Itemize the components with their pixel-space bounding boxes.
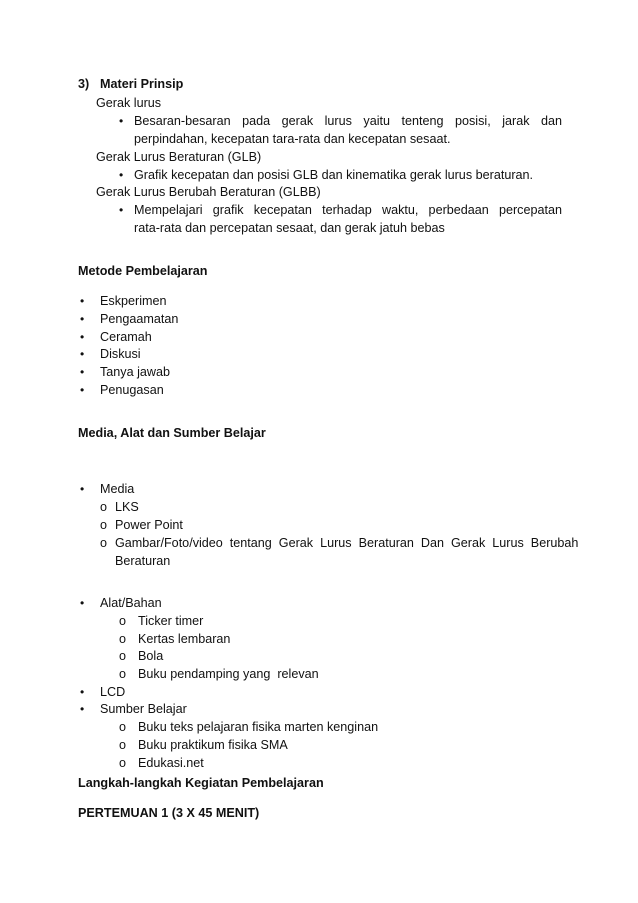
circle-bullet-icon: o: [119, 632, 127, 646]
media-item: Gambar/Foto/video tentang Gerak Lurus Beraturan Dan Gerak Lurus Berubah: [115, 536, 579, 550]
bullet-icon: •: [80, 685, 85, 699]
section-line: Besaran-besaran pada gerak lurus yaitu tenteng posisi, jarak dan: [134, 114, 562, 128]
langkah-heading: Langkah-langkah Kegiatan Pembelajaran: [78, 776, 324, 790]
alat-item: Bola: [138, 649, 164, 663]
sumber-label: Sumber Belajar: [100, 702, 187, 716]
metode-heading: Metode Pembelajaran: [78, 264, 208, 278]
media-item: LKS: [115, 500, 139, 514]
bullet-icon: •: [80, 294, 85, 308]
sumber-item: Buku praktikum fisika SMA: [138, 738, 288, 752]
materi-number: 3): [78, 77, 90, 91]
section-title-glb: Gerak Lurus Beraturan (GLB): [96, 150, 262, 164]
bullet-icon: •: [80, 383, 85, 397]
bullet-icon: •: [80, 702, 85, 716]
bullet-icon: •: [119, 114, 124, 128]
bullet-icon: •: [80, 365, 85, 379]
media-heading: Media, Alat dan Sumber Belajar: [78, 426, 266, 440]
sumber-item: Buku teks pelajaran fisika marten kenginan: [138, 720, 379, 734]
circle-bullet-icon: o: [100, 536, 108, 550]
alat-label: Alat/Bahan: [100, 596, 162, 610]
bullet-icon: •: [119, 203, 124, 217]
circle-bullet-icon: o: [100, 500, 108, 514]
circle-bullet-icon: o: [119, 756, 127, 770]
section-line: perpindahan, kecepatan tara-rata dan kecepatan sesaat.: [134, 132, 451, 146]
section-line: rata-rata dan percepatan sesaat, dan gerak jatuh bebas: [134, 221, 445, 235]
materi-heading: Materi Prinsip: [100, 77, 184, 91]
metode-item: Tanya jawab: [100, 365, 171, 379]
metode-item: Penugasan: [100, 383, 164, 397]
metode-item: Ceramah: [100, 330, 152, 344]
bullet-icon: •: [80, 347, 85, 361]
metode-item: Eskperimen: [100, 294, 167, 308]
metode-item: Pengaamatan: [100, 312, 179, 326]
bullet-icon: •: [80, 482, 85, 496]
circle-bullet-icon: o: [119, 720, 127, 734]
section-title-gerak-lurus: Gerak lurus: [96, 96, 162, 110]
pertemuan-heading: PERTEMUAN 1 (3 X 45 MENIT): [78, 806, 260, 820]
circle-bullet-icon: o: [100, 518, 108, 532]
circle-bullet-icon: o: [119, 667, 127, 681]
section-line: Mempelajari grafik kecepatan terhadap waktu, perbedaan percepatan: [134, 203, 562, 217]
bullet-icon: •: [80, 330, 85, 344]
circle-bullet-icon: o: [119, 614, 127, 628]
bullet-icon: •: [119, 168, 124, 182]
circle-bullet-icon: o: [119, 649, 127, 663]
section-line: Grafik kecepatan dan posisi GLB dan kinematika gerak lurus beraturan.: [134, 168, 534, 182]
alat-item: Kertas lembaran: [138, 632, 231, 646]
section-title-glbb: Gerak Lurus Berubah Beraturan (GLBB): [96, 185, 321, 199]
bullet-icon: •: [80, 312, 85, 326]
media-item: Power Point: [115, 518, 183, 532]
media-label: Media: [100, 482, 135, 496]
circle-bullet-icon: o: [119, 738, 127, 752]
metode-item: Diskusi: [100, 347, 141, 361]
alat-item: Buku pendamping yang relevan: [138, 667, 319, 681]
lcd-item: LCD: [100, 685, 126, 699]
sumber-item: Edukasi.net: [138, 756, 204, 770]
alat-item: Ticker timer: [138, 614, 204, 628]
media-item-continuation: Beraturan: [115, 554, 171, 568]
bullet-icon: •: [80, 596, 85, 610]
